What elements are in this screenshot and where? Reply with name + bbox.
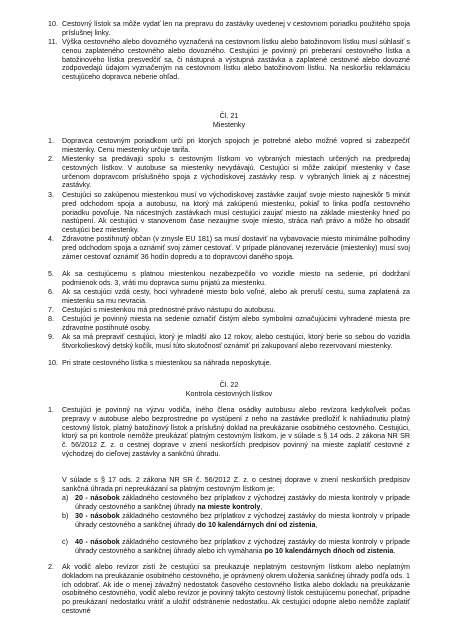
art21-item-5 [48, 270, 410, 288]
item-text: Pri strate cestovného lístka s miestenkou sa náhrada neposkytuje. [62, 359, 272, 367]
item-text: Dopravca cestovným poriadkom určí pri ktorých spojoch je potrebné alebo možné vopred si zabezpečiť miestenky. Cenu miestenky určuje tarifa. [62, 137, 410, 154]
sanction-item-b [62, 512, 410, 530]
item-text: Cestujúci je povinný na výzvu vodiča, iného člena osádky autobusu alebo revízora kedykoľvek počas prepravy v autobuse alebo bezprostredne po vystúpení z neho na zastávke predložiť k nahliadnutiu platný cestovný lístok, platný batožinový lístok a príslušný doklad na preukázanie osobitného cestovného. Cestujúci, ktorý sa pri kontrole nemôže preukázať platným cestovným lístkom, je v súlade s § 14 ods. 2 zákona NR SR č. 56/2012 Z. z. o cestnej doprave v znení neskorších predpisov povinný na mieste zaplatiť cestovné z východzej do cieľovej zastávky a sankčnú úhradu. [62, 406, 410, 458]
item-number: 11. [48, 38, 58, 46]
art21-item-7 [48, 306, 410, 315]
item-text [75, 538, 410, 556]
text-part: základného cestovného bez príplatkov z východzej zastávky do miesta kontroly v prípade úhrady cestovného a sankčnej úhrady [75, 512, 410, 529]
item-number: 6. [48, 288, 54, 296]
art22-sanction-intro [62, 476, 410, 494]
item-number: 2. [48, 563, 54, 571]
art21-item-6 [48, 288, 410, 306]
item-letter: c) [62, 538, 68, 546]
item-text: Ak vodič alebo revízor zistí že cestujúci sa preukazuje neplatným cestovným lístkom alebo neplatným dokladom na preukázanie osobitného cestovného, je oprávnený okrem uloženia sankčnej úhrady podľa ods. 1 ich odobrať. Ak ide o menej závažný nedostatok časového cestovného lístka alebo dokladu na preukázanie osobitného cestovného, vodič alebo revízor je povinný takýto cestovný lístok cestujúcemu ponechať, prípadne po preukázaní nedostatku vrátiť a uložiť odstránenie nedostatku. Ak cestujúci odoprie alebo nemôže zaplatiť cestovné [62, 563, 410, 615]
item-number: 8. [48, 315, 54, 323]
multiplier: 20 - násobok [75, 494, 123, 502]
intro-text: V súlade s § 17 ods. 2 zákona NR SR č. 56/2012 Z. z. o cestnej doprave v znení neskorších predpisov sankčná úhrada pri nepreukázaní sa platným cestovným lístkom je: [62, 476, 410, 493]
article-21-title: Miestenky [212, 121, 246, 129]
item-number: 1. [48, 137, 54, 145]
item-letter: b) [62, 512, 69, 520]
deadline: po 10 kalendárnych dňoch od zistenia [264, 546, 394, 555]
sanction-item-c [62, 538, 410, 556]
item-text: Zdravotne postihnutý občan (v zmysle EU 181) sa musí dostaviť na vybavovacie miesto minimálne polhodiny pred odchodom spoja a oznámiť svoj zámer cestovať. V prípade plánovanej rezervácie (miestenky) musí svoj zámer cestovať oznámiť 36 hodín dopredu a to dopravcovi daného spoja. [62, 235, 410, 261]
deadline: na mieste kontroly [197, 502, 261, 511]
text-part: základného cestovného bez príplatkov z východzej zastávky do miesta kontroly v prípade úhrady cestovného a sankčnej úhrady [75, 494, 410, 511]
art21-item-1 [48, 137, 410, 155]
item-text: Výška cestovného alebo dovozného vyznačená na cestovnom lístku alebo batožinovom lístku musí súhlasiť s cenou zaplateného cestovného alebo dovozného. Cestujúci je povinný pri preberaní cestovného lístka a batožinového lístka presvedčiť sa, či nástupná a výstupná zastávka a zaplatené cestovné alebo dovozné zodpovedajú údajom vyznačeným na cestovnom lístku alebo batožinovom lístku. Na neskoršiu reklamáciu cestujúceho dopravca neberie ohľad. [62, 38, 410, 81]
item-text: Ak sa cestujúci vzdá cesty, hoci vyhradené miesto bolo voľné, alebo ak preruší cestu, suma zaplatená za miestenku sa mu nevracia. [62, 288, 410, 305]
item-11 [48, 38, 410, 82]
text-part: . [393, 546, 396, 555]
item-number: 2. [48, 155, 54, 163]
art21-item-9 [48, 333, 410, 351]
art22-item-1 [48, 406, 410, 459]
article-22-heading: Čl. 22 [219, 381, 239, 389]
article-22-title: Kontrola cestovných lístkov [185, 390, 273, 398]
art21-item-8 [48, 315, 410, 333]
item-text: Cestujúci so zakúpenou miestenkou musí vo východiskovej zastávke zaujať svoje miesto najneskôr 5 minút pred odchodom spoja a autobusu, na ktorý má zakúpenú miestenku, pokiaľ to linka podľa cestovného poriadku povoľuje. Na nácestných zastávkach musí cestujúci zaujať miesto na základe miestenky hneď po nastúpení. Ak cestujúci v stanovenom čase nezaujme svoje miesto, stráca naň právo a môže ho obsadiť cestujúci bez miestenky. [62, 191, 410, 234]
text-part: , [315, 520, 318, 529]
deadline: do 10 kalendárnych dní od zistenia [197, 520, 316, 529]
text-part: základného cestovného bez príplatkov z východzej zastávky do miesta kontroly v prípade úhrady cestovného a sankčnej úhrady alebo ich vymáhania [75, 538, 410, 555]
item-number: 7. [48, 306, 54, 314]
multiplier: 40 - násobok [75, 538, 123, 546]
item-text [75, 512, 410, 530]
art21-item-2 [48, 155, 410, 190]
item-text: Miestenky sa predávajú spolu s cestovným lístkom vo vybraných miestach určených na predpredaj cestovných lístkov. V autobuse sa miestenky nevydávajú. Cestujúci si môže zakúpiť miestenky v čase určenom dopravcom príslušného spoja z východiskovej zastávky resp. v vybraných liniek aj z nácestnej zastávky. [62, 155, 410, 190]
item-number: 10. [48, 359, 58, 367]
art21-item-10 [48, 359, 410, 368]
item-number: 4. [48, 235, 54, 243]
item-text: Cestovný lístok sa môže vydať len na prepravu do zastávky uvedenej v cestovnom poriadku použitého spoja príslušnej linky. [62, 20, 410, 37]
sanction-item-a [62, 494, 410, 512]
item-text: Ak sa cestujúcemu s platnou miestenkou nezabezpečilo vo vozidle miesto na sedenie, pri dodržaní podmienok ods. 3, vráti mu dopravca sumu prijatú za miestenku. [62, 270, 410, 287]
multiplier: 30 - násobok [75, 512, 123, 520]
item-number: 3. [48, 191, 54, 199]
item-text: Ak sa má prepraviť cestujúci, ktorý je mladší ako 12 rokov, alebo cestujúci, ktorý berie so sebou do vozidla štvorkolieskový detský kočík, musí túto skutočnosť oznámiť pri zakupovaní alebo rezervovaní miestenky. [62, 333, 410, 350]
item-text: Cestujúci s miestenkou má prednostné právo nástupu do autobusu. [62, 306, 276, 314]
item-10 [48, 20, 410, 38]
item-text: Cestujúci je povinný miesta na sedenie označiť čistým alebo symbolmi označujúcimi vyhradené miesta pre zdravotne postihnuté osoby. [62, 315, 410, 332]
item-number: 5. [48, 270, 54, 278]
art22-item-2 [48, 563, 410, 616]
text-part: , [260, 502, 263, 511]
item-number: 9. [48, 333, 54, 341]
item-number: 1. [48, 406, 54, 414]
item-letter: a) [62, 494, 69, 502]
art21-item-4 [48, 235, 410, 261]
item-number: 10. [48, 20, 58, 28]
item-text [75, 494, 410, 512]
article-21-heading: Čl. 21 [219, 112, 239, 120]
art21-item-3 [48, 191, 410, 235]
